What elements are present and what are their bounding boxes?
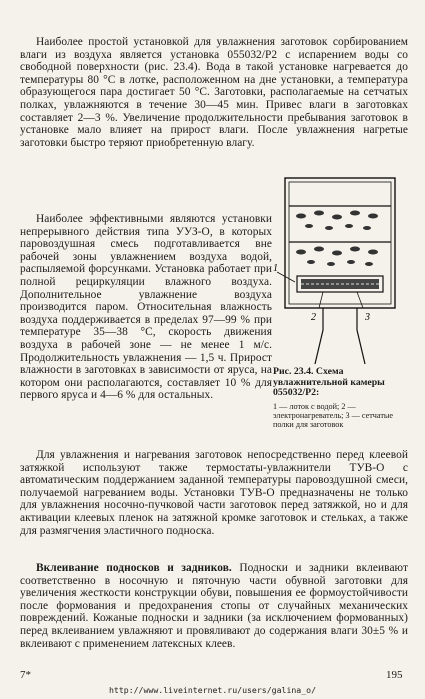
section-heading-podnoski: Вклеивание подносков и задников. xyxy=(36,562,232,574)
figure-caption xyxy=(273,367,408,429)
leader-line-3 xyxy=(357,292,363,308)
source-watermark: http://www.liveinternet.ru/users/galina_o/ xyxy=(108,685,317,695)
label-2: 2 xyxy=(311,312,316,323)
page-number: 195 xyxy=(386,669,403,681)
signature-mark: 7* xyxy=(20,669,31,681)
caption-title: Рис. 23.4. Схема увлажнительной камеры 055032/Р2: xyxy=(273,366,385,399)
caption-legend: 1 — лоток с водой; 2 — электронагреватель; 3 — сетчатые полки для заготовок xyxy=(273,401,394,429)
humidifier-chamber-diagram xyxy=(273,176,408,366)
leader-line-1 xyxy=(277,272,295,282)
workpieces-bottom xyxy=(296,247,378,267)
paragraph-uuz-o: Наиболее эффективными являются установки непрерывного действия типа УУЗ-О, в которых паровоздушная смесь подготавливается вне рабочей зоны увлажнением воздуха водой, распыляемой форсунками. Установка работает при полной рециркуляции влажного воздуха. Дополнительное увлажнение воздуха производится паром. Относительная влажность воздуха поддерживается в пределах 97—99 % при температуре 35—38 °С, скорость движения воздуха в рабочей зоне — не менее 1 м/с. Продолжительность увлажнения — 1,5 ч. Прирост влажности в заготовках в зависимости от яруса, на котором они располагаются, составляет 10 % для первого яруса и 4—6 % для остальных. xyxy=(20,213,272,402)
paragraph-tuv-o: Для увлажнения и нагревания заготовок непосредственно перед клеевой затяжкой используют также термостаты-увлажнители ТУВ-О с автоматическим поддержанием заданной температуры паровоздушной смеси, получаемой нагреванием воды. Установки ТУВ-О предназначены не только для увлажнения носочно-пучковой части заготовок перед затяжкой, но и для активации клеевых пленок на затяжной кромке заготовок и стельках, а также для размягчения эластичного подноска. xyxy=(20,449,408,537)
chamber-stand xyxy=(315,308,365,364)
label-1: 1 xyxy=(273,263,278,274)
label-3: 3 xyxy=(365,312,370,323)
chamber-schematic xyxy=(273,176,408,366)
paragraph-podnoski xyxy=(20,562,408,650)
paragraph-ustanovka-055032: Наиболее простой установкой для увлажнения заготовок сорбированием влаги из воздуха является установка 055032/Р2 с испарением воды со свободной поверхности (рис. 23.4). Вода в такой установке нагревается до температуры 80 °С в лотке, расположенном на дне установки, а температура образующегося пара достигает 50 °С. Заготовки, располагаемые на сетчатых полках, увлажняются в течение 30—45 мин. Привес влаги в заготовках составляет 2—3 %. Увеличение продолжительности пребывания заготовок в установке мало влияет на прирост влаги. После увлажнения нагретые заготовки быстро теряют приобретенную влагу. xyxy=(20,36,408,149)
workpieces-top xyxy=(296,211,378,231)
paragraph-podnoski-text: Подноски и задники вклеивают соответственно в носочную и пяточную части обувной заготовки для увеличения жесткости конструкции обуви, повышения ее формоустойчивости после формования и предохранения стопы от случайных механических повреждений. Кожаные подноски и задники (за исключением формованных) перед вклеиванием увлажняют и провяливают до содержания влаги 30±5 % и вклеивают с применением латексных клеев. xyxy=(20,562,408,650)
leader-line-2 xyxy=(319,292,323,308)
